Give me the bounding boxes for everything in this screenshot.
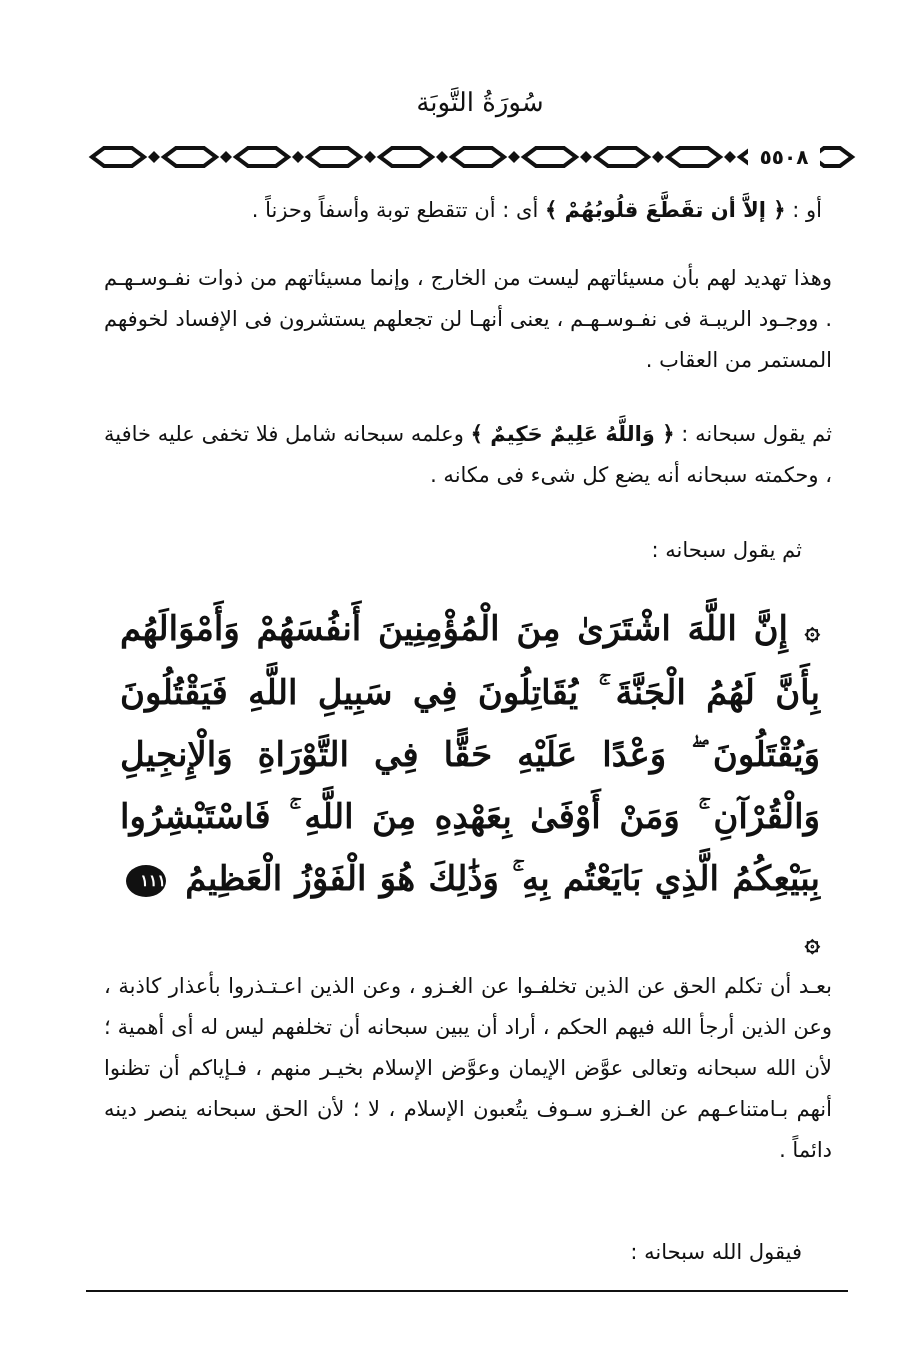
quran-verse-text: إِنَّ اللَّهَ اشْتَرَىٰ مِنَ الْمُؤْمِنِينَ أَنفُسَهُمْ وَأَمْوَالَهُم بِأَنَّ لَهُمُ الْجَنَّةَ ۚ يُقَاتِلُونَ فِي سَبِيلِ اللَّهِ فَيَقْتُلُونَ وَيُقْتَلُونَ ۖ وَعْدًا عَلَيْهِ حَقًّا فِي التَّوْرَاةِ وَالْإِنجِيلِ وَالْقُرْآنِ ۚ وَمَنْ أَوْفَىٰ بِعَهْدِهِ مِنَ اللَّهِ ۚ فَاسْتَبْشِرُوا بِبَيْعِكُمُ الَّذِي بَايَعْتُم بِهِ ۚ وَذَٰلِكَ هُوَ الْفَوْزُ الْعَظِيمُ	[120, 609, 820, 899]
ornament-border	[86, 140, 856, 174]
quran-quote: ﴿ إلاَّ أن تقَطَّعَ قلُوبُهُمْ ﴾	[544, 198, 786, 222]
quran-quote: ﴿ وَاللَّهُ عَلِيمٌ حَكِيمٌ ﴾	[470, 422, 675, 446]
surah-title: سُورَةُ التَّوبَة	[416, 88, 544, 118]
paragraph-2: وهذا تهديد لهم بأن مسيئاتهم ليست من الخارج ، وإنما مسيئاتهم من ذوات نفـوسـهـم . ووجـود الريبـة فى نفـوسـهـم ، يعنى أنهـا لن تجعلهم يستشرون فى الإفساد لخوفهم المستمر من العقاب .	[104, 266, 832, 372]
paragraph-1-rest: أى : أن تتقطع توبة وأسفاً وحزناً .	[251, 198, 545, 222]
paragraph-3-rest: وعلمه سبحانه شامل فلا تخفى عليه خافية ، وحكمته سبحانه أنه يضع كل شىء فى مكانه .	[104, 422, 832, 487]
paragraph-1-lead: أو :	[785, 198, 822, 222]
paragraph-4: ثم يقول سبحانه :	[651, 538, 802, 562]
page-number: ٥٥٠٨	[748, 140, 820, 174]
footer-divider	[86, 1290, 848, 1292]
ornament-icon: ۞	[804, 616, 821, 646]
paragraph-6: فيقول الله سبحانه :	[630, 1240, 802, 1264]
paragraph-5: بعـد أن تكلم الحق عن الذين تخلفـوا عن الغـزو ، وعن الذين اعـتـذروا بأعذار كاذبة ، وعن الذين أرجأ الله فيهم الحكم ، أراد أن يبين سبحانه أن تخلفهم ليس له أى أهمية ؛ لأن الله سبحانه وتعالى عوَّض الإيمان وعوَّض الإسلام بخيـر منهم ، فـإياكم أن تظنوا أنهم بـامتناعـهم عن الغـزو سـوف يتُعبون الإسلام ، لا ؛ لأن الحق سبحانه ينصر دينه دائماً .	[104, 974, 832, 1162]
paragraph-1	[150, 190, 822, 231]
paragraph-3-lead: ثم يقول سبحانه :	[674, 422, 832, 446]
paragraph-3	[104, 414, 832, 496]
quran-verse-block	[120, 598, 821, 958]
verse-number-badge: ١١١	[126, 865, 166, 897]
ornament-icon: ۞	[804, 928, 820, 958]
